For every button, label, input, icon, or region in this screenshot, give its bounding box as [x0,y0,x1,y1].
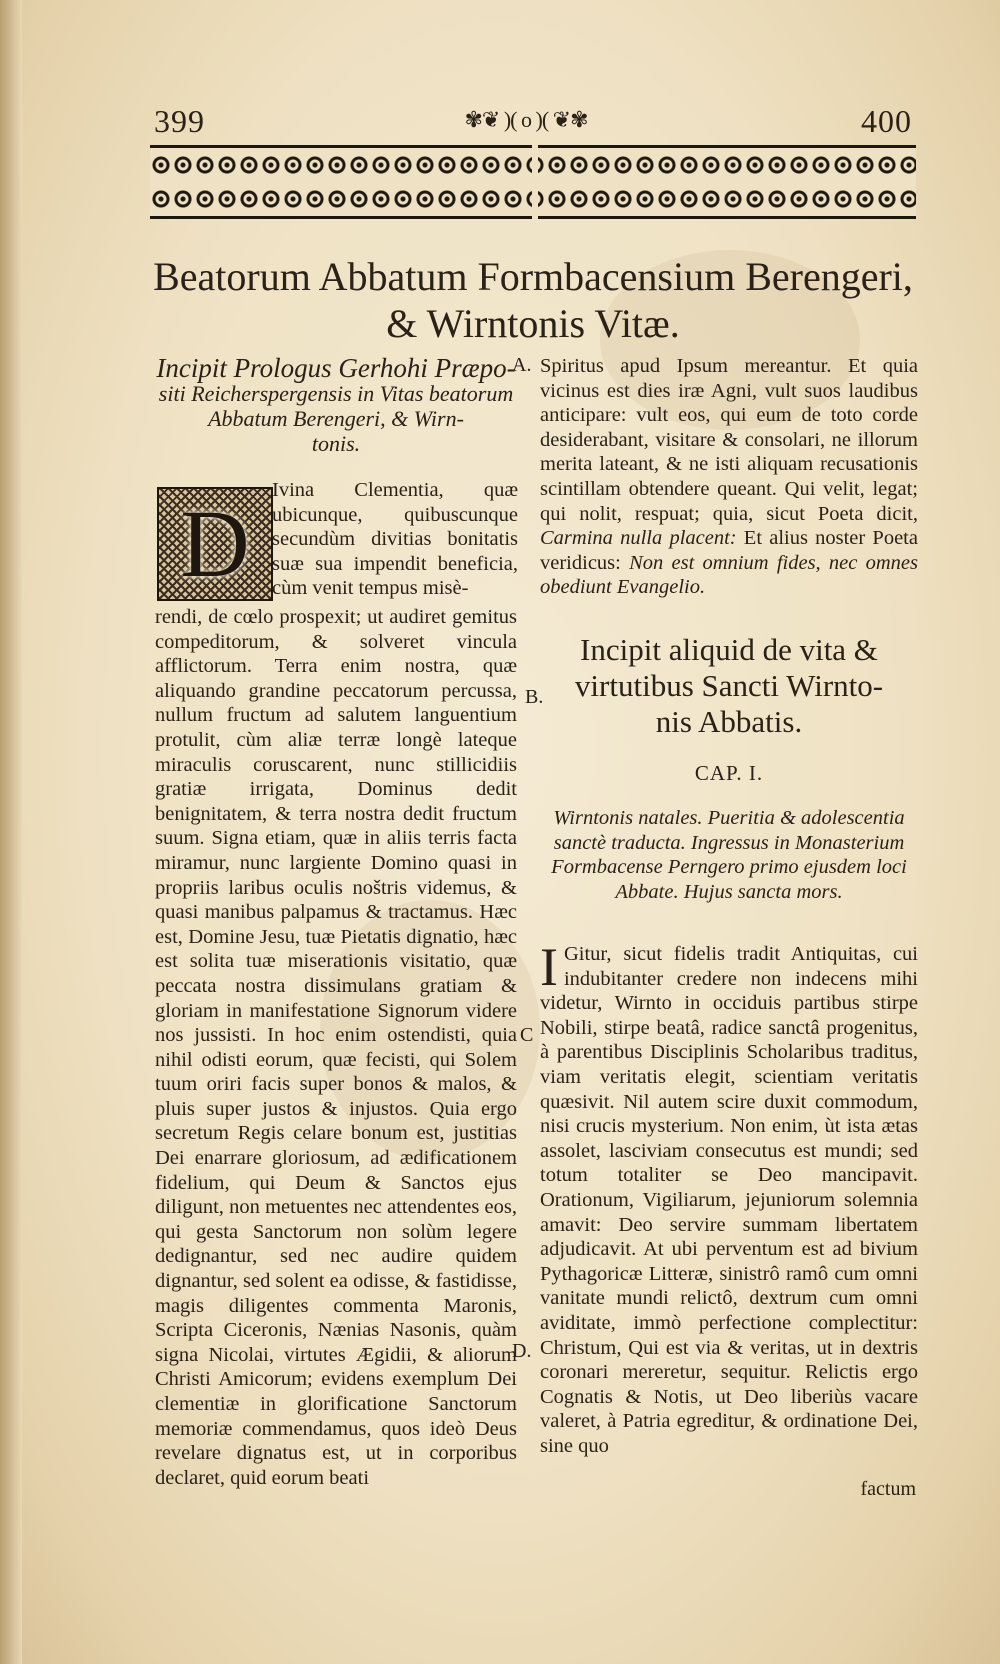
chapter-title-line: nis Abbatis. [655,704,803,739]
prologue-heading [155,353,517,456]
title-line-1: Beatorum Abbatum Formbacensium Berengeri, [153,254,913,299]
decorated-initial [157,487,273,601]
quote-2: Non est omnium fides, nec omnes obediunt Evangelio. [540,551,919,599]
prologue-heading-line: Abbatum Berengeri, & Wirn- [208,406,464,431]
left-column-body: rendi, de cœlo prospexit; ut audiret gemitus compeditorum, & solveret vincula afflictorum. Terra enim nostra, quæ aliquando grandine peccatorum percussa, nullum fructum ad salutem languentium protulit, cùm aliæ terræ longè lateque miraculis coruscarent, nunc stillicidiis gratiæ irrigata, Dominus dedit benignitatem, & terra nostra dedit fructum suum. Signa etiam, quæ in aliis terris facta miramur, nunc largiente Domino quasi in propriis laribus oculis noštris videmus, & quasi manibus palpamus & tractamus. Hæc est, Domine Jesu, tuæ Pietatis dignatio, hæc est solita tuæ miserationis visitatio, quæ peccata nostra dissimulans gratiam & gloriam in manifestatione Signorum videre nos jussisti. In hoc enim ostendisti, quia nihil odisti eorum, quæ fecisti, qui Solem tuum oriri facis super bonos & malos, & pluis super justos & injustos. Quia ergo secretum Regis celare bonum est, justitias Dei enarrare gloriosum, ad ædificationem fidelium, qui Deum & Sanctos ejus diligunt, non metuentes nec attendentes eos, qui gesta Sanctorum non solùm legere dedignantur, sed nec audire quidem dignantur, sed solent ea odisse, & fastidisse, magis diligentes commenta Maronis, Scripta Ciceronis, Nænias Nasonis, quàm signa Nicolai, virtutes Ægidii, & aliorum Christi Amicorum; evidens exemplum Dei clementiæ in glorificatione Sanctorum memoriæ commendamus, quos ideò Deus revelare dignatus est, ut in corporibus declaret, quid eorum beati [155,606,517,1489]
right-top-text: Spiritus apud Ipsum mereantur. Et quia vicinus est dies iræ Agni, vult suos laudibus anticipare: vult eos, qui eum de toto corde desiderabant, visitare & consolari, ne illorum merita lateant, & ne isti aliquam recusationis scintillam obtendere queant. Qui velit, legat; qui nolit, respuat; quia, sicut Poeta dicit, [540,355,918,525]
drop-initial: I [540,937,558,997]
right-column-body [540,937,918,1458]
page-number-left: 399 [154,103,205,139]
margin-letter-a: A. [512,354,532,376]
right-column-top [540,354,918,600]
prologue-heading-line: siti Reicherspergensis in Vitas beatorum [158,381,514,406]
header-ornament: ✾❦ )( o )( ❦✾ [464,107,588,132]
right-body-text: Gitur, sicut fidelis tradit Antiquitas, cui indubitanter credere non indecens mihi videtur, Wirnto in occiduis partibus stirpe Nobili, stirpe beatâ, radice sanctâ progenitus, à parentibus Disciplinis Scholaribus traditus, viam veritatis elegit, scientiam veritatis quæsivit. Nil autem scire duxit commodum, nisi crucis mysterium. Non enim, ùt ista ætas assolet, lasciviam consecutus est mundi; sed totum totaliter se Deo mancipavit. Orationum, Vigiliarum, jejuniorum solemnia amavit: Deo servire summam libertatem adjudicavit. At ubi perventum est ad bivium Pythagoricæ Litteræ, sinistrô ramô cum omni vanitate mundi relictô, dextrum cum omni aviditate, immò perfectione complectitur: Christum, Qui est via & veritas, ut in dextris coronari mereretur, sequitur. Relictis ergo Cognatis & Notis, ut Deo liberiùs vacare valeret, à Patria egreditur, & ordinatione Dei, sine quo [540,943,918,1457]
margin-letter-d: D. [512,1340,532,1362]
page-edge [0,0,22,1664]
text-beside-initial: Ivina Clementia, quæ ubicunque, quibuscunque secundùm divitias bonitatis suæ sua impendit beneficia, cùm venit tempus misè- [272,479,518,600]
chapter-number: CAP. I. [694,761,764,785]
quote-1: Carmina nulla placent: [540,527,737,550]
initial-letter: D [180,490,250,597]
page-number-right: 400 [861,103,912,139]
chapter-title-line: Incipit aliquid de vita & [580,632,878,667]
chapter-title [540,632,918,740]
margin-letter-c: C [520,1024,534,1046]
prologue-heading-line: tonis. [311,431,361,456]
chapter-title-line: virtutibus Sancti Wirnto- [574,668,884,703]
running-header [150,103,912,143]
chapter-summary: Wirntonis natales. Pueritia & adolescentia sanctè traducta. Ingressus in Monasterium Formbacense Perngero primo ejusdem loci Abbate. Hujus sancta mors. [551,807,907,903]
right-mid-text: Et alius noster Poeta veridicus: [540,527,918,574]
title-line-2: & Wirntonis Vitæ. [386,301,680,346]
page-title [150,253,916,347]
ornamental-band-divider [532,145,538,219]
margin-letter-b: B. [525,686,544,708]
prologue-heading-line: Incipit Prologus Gerhohi Præpo- [156,353,516,383]
catchword: factum [860,1478,916,1500]
